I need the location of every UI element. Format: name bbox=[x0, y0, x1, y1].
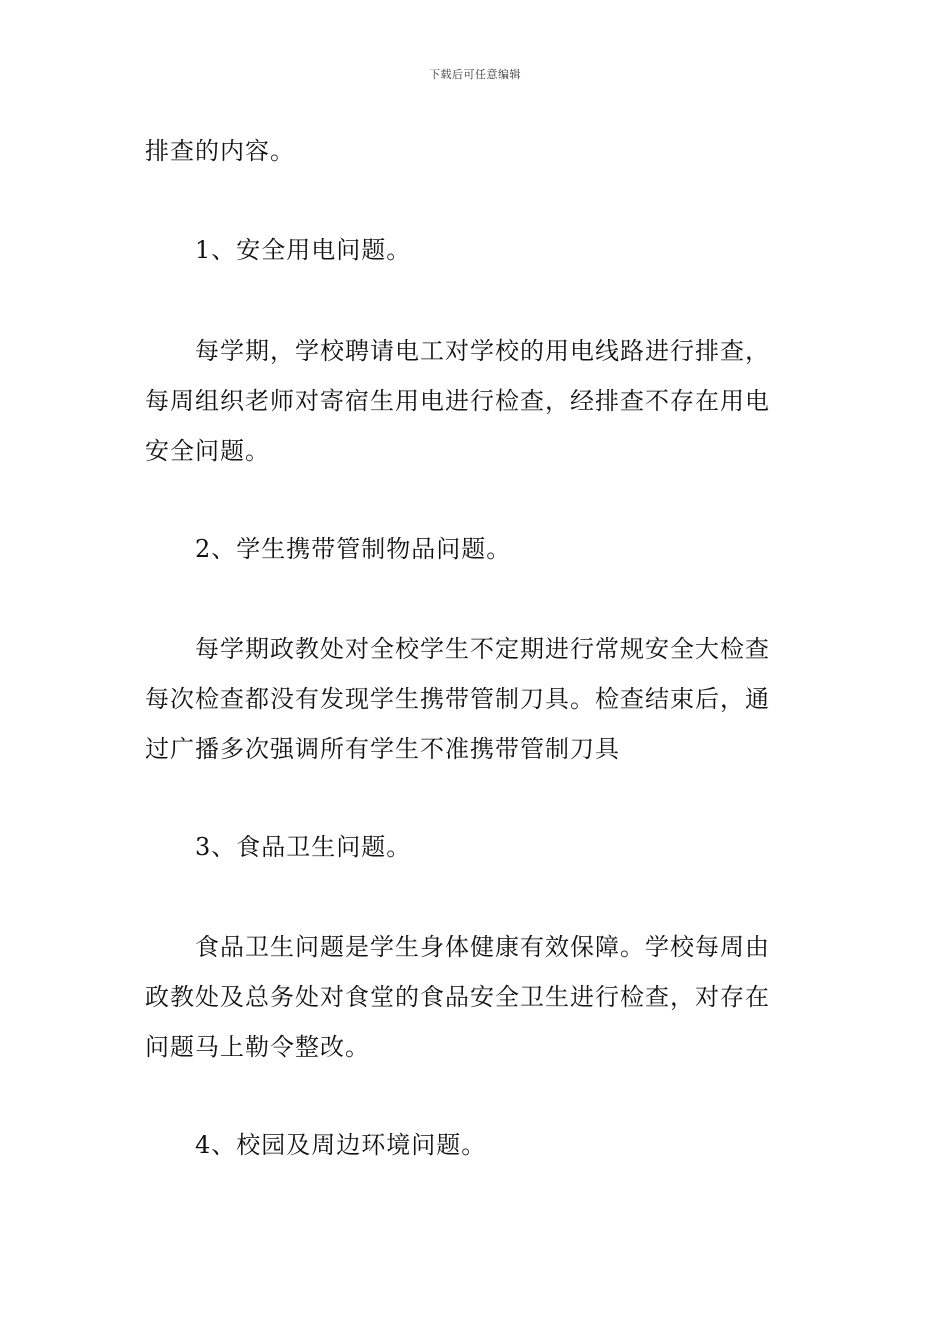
text-line: 每学期，学校聘请电工对学校的用电线路进行排查， bbox=[195, 337, 770, 365]
section-heading-2 bbox=[145, 524, 809, 574]
heading-text: 4、校园及周边环境问题。 bbox=[195, 1131, 487, 1159]
paragraph-1 bbox=[145, 326, 809, 476]
text-line: 排查的内容。 bbox=[145, 137, 295, 165]
paragraph-3 bbox=[145, 922, 809, 1072]
text-line: 每周组织老师对寄宿生用电进行检查，经排查不存在用电 bbox=[145, 387, 770, 415]
text-line: 每学期政教处对全校学生不定期进行常规安全大检查 bbox=[195, 635, 770, 663]
text-line: 政教处及总务处对食堂的食品安全卫生进行检查，对存在 bbox=[145, 983, 770, 1011]
heading-text: 1、安全用电问题。 bbox=[195, 236, 412, 264]
text-line: 每次检查都没有发现学生携带管制刀具。检查结束后，通 bbox=[145, 685, 770, 713]
heading-text: 2、学生携带管制物品问题。 bbox=[195, 535, 512, 563]
heading-text: 3、食品卫生问题。 bbox=[195, 833, 412, 861]
text-line: 问题马上勒令整改。 bbox=[145, 1033, 370, 1061]
text-line: 食品卫生问题是学生身体健康有效保障。学校每周由 bbox=[195, 933, 770, 961]
section-heading-1 bbox=[145, 225, 809, 275]
paragraph-continuation bbox=[145, 126, 809, 176]
page-header-note: 下载后可任意编辑 bbox=[429, 68, 521, 81]
text-line: 安全问题。 bbox=[145, 437, 270, 465]
section-heading-4 bbox=[145, 1120, 809, 1170]
text-line: 过广播多次强调所有学生不准携带管制刀具 bbox=[145, 735, 620, 763]
paragraph-2 bbox=[145, 624, 809, 774]
section-heading-3 bbox=[145, 822, 809, 872]
